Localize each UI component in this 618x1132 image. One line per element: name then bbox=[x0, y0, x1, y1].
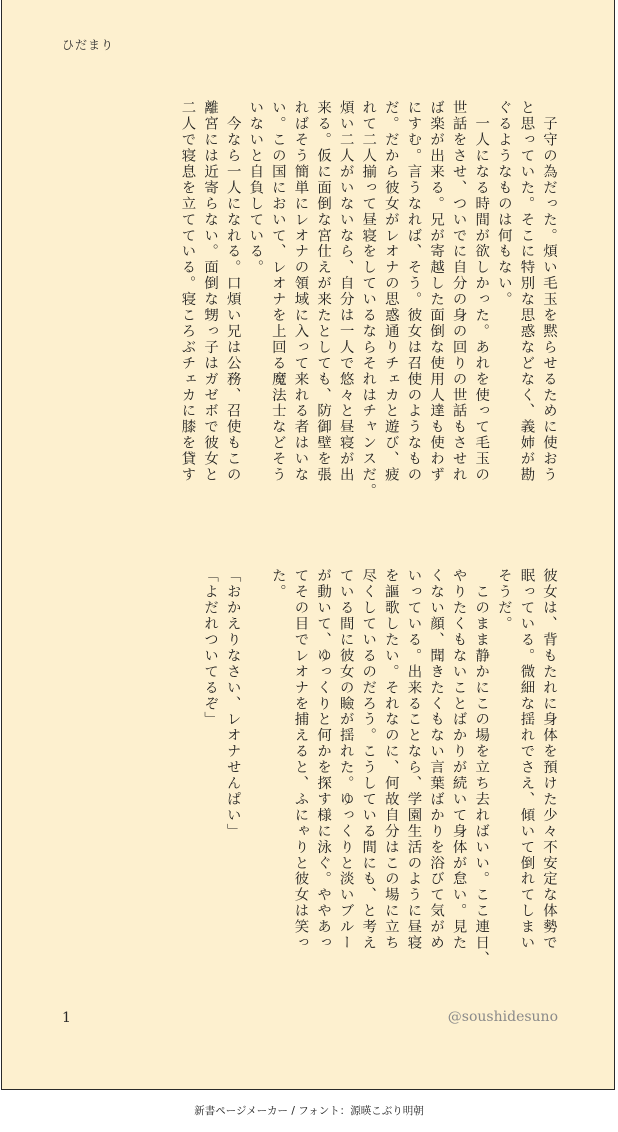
text-line: れて二人揃って昼寝をしているならそれはチャンスだ。 bbox=[360, 100, 377, 499]
text-line: ている間に彼女の瞼が揺れた。ゆっくりと淡いブルー bbox=[337, 568, 354, 951]
text-line: 「よだれついてるぞ」 bbox=[202, 568, 219, 728]
text-line: ればそう簡単にレオナの領域に入って来れる者はいな bbox=[292, 100, 309, 483]
text-line: 尽くしているのだろう。こうしている間にも、と考え bbox=[360, 568, 377, 951]
text-line: だ。だから彼女がレオナの思惑通りチェカと遊び、疲 bbox=[382, 100, 399, 483]
text-line: 来る。仮に面倒な宮仕えが来たとしても、防御壁を張 bbox=[315, 100, 332, 483]
text-line: にすむ。言うなれば、そう。彼女は召使のようなもの bbox=[405, 100, 422, 483]
text-line: 彼女は、背もたれに身体を預けた少々不安定な体勢で bbox=[541, 568, 557, 951]
text-line: やりたくもないことばかりが続いて身体が怠い。見た bbox=[450, 568, 467, 951]
text-line: いないと自負している。 bbox=[247, 100, 264, 276]
text-line: ぐるようなものは何もない。 bbox=[495, 100, 512, 308]
text-line: た。 bbox=[269, 568, 286, 600]
text-line: 一人になる時間が欲しかった。あれを使って毛玉の bbox=[473, 100, 490, 483]
text-line: い。この国において、レオナを上回る魔法士などそう bbox=[269, 100, 286, 483]
text-line: 煩い二人がいないなら、自分は一人で悠々と昼寝が出 bbox=[337, 100, 354, 483]
text-line: を謳歌したい。それなのに、何故自分はこの場に立ち bbox=[382, 568, 399, 951]
text-line: 二人で寝息を立てている。寝ころぶチェカに膝を貸す bbox=[179, 100, 196, 483]
text-line: 離宮には近寄らない。面倒な甥っ子はガゼボで彼女と bbox=[202, 100, 219, 483]
text-tier-top bbox=[176, 100, 560, 530]
manuscript-page bbox=[1, 0, 615, 1090]
maker-caption: 新書ページメーカー / フォント：源暎こぶり明朝 bbox=[194, 1105, 424, 1117]
text-line: そうだ。 bbox=[495, 568, 512, 632]
text-line: くない顔、聞きたくもない言葉ばかりを浴びて気がめ bbox=[428, 568, 445, 951]
text-line: と思っていた。そこに特別な思惑などなく、義姉が勘 bbox=[518, 100, 535, 483]
text-line: が動いて、ゆっくりと何かを探す様に泳ぐ。ややあっ bbox=[315, 568, 332, 951]
text-line: 眠っている。微細な揺れでさえ、傾いて倒れてしまい bbox=[518, 568, 535, 951]
text-tier-bottom bbox=[199, 568, 561, 1008]
running-head: ひだまり bbox=[62, 38, 115, 52]
text-line: 「おかえりなさい、レオナせんぱい」 bbox=[224, 568, 241, 840]
text-line: いっている。出来ることなら、学園生活のように昼寝 bbox=[405, 568, 422, 951]
text-line: ば楽が出来る。兄が寄越した面倒な使用人達も使わず bbox=[428, 100, 445, 483]
author-handle: @soushidesuno bbox=[447, 1009, 558, 1025]
page-number: 1 bbox=[62, 1010, 71, 1026]
text-line: このまま静かにこの場を立ち去ればいい。ここ連日、 bbox=[473, 568, 490, 967]
text-line: 子守の為だった。煩い毛玉を黙らせるために使おう bbox=[541, 100, 557, 483]
text-line: 世話をさせ、ついでに自分の身の回りの世話もさせれ bbox=[450, 100, 467, 483]
text-line bbox=[244, 568, 267, 1008]
text-line: 今なら一人になれる。口煩い兄は公務、召使もこの bbox=[224, 100, 241, 483]
text-line: てその目でレオナを捕えると、ふにゃりと彼女は笑っ bbox=[292, 568, 309, 951]
